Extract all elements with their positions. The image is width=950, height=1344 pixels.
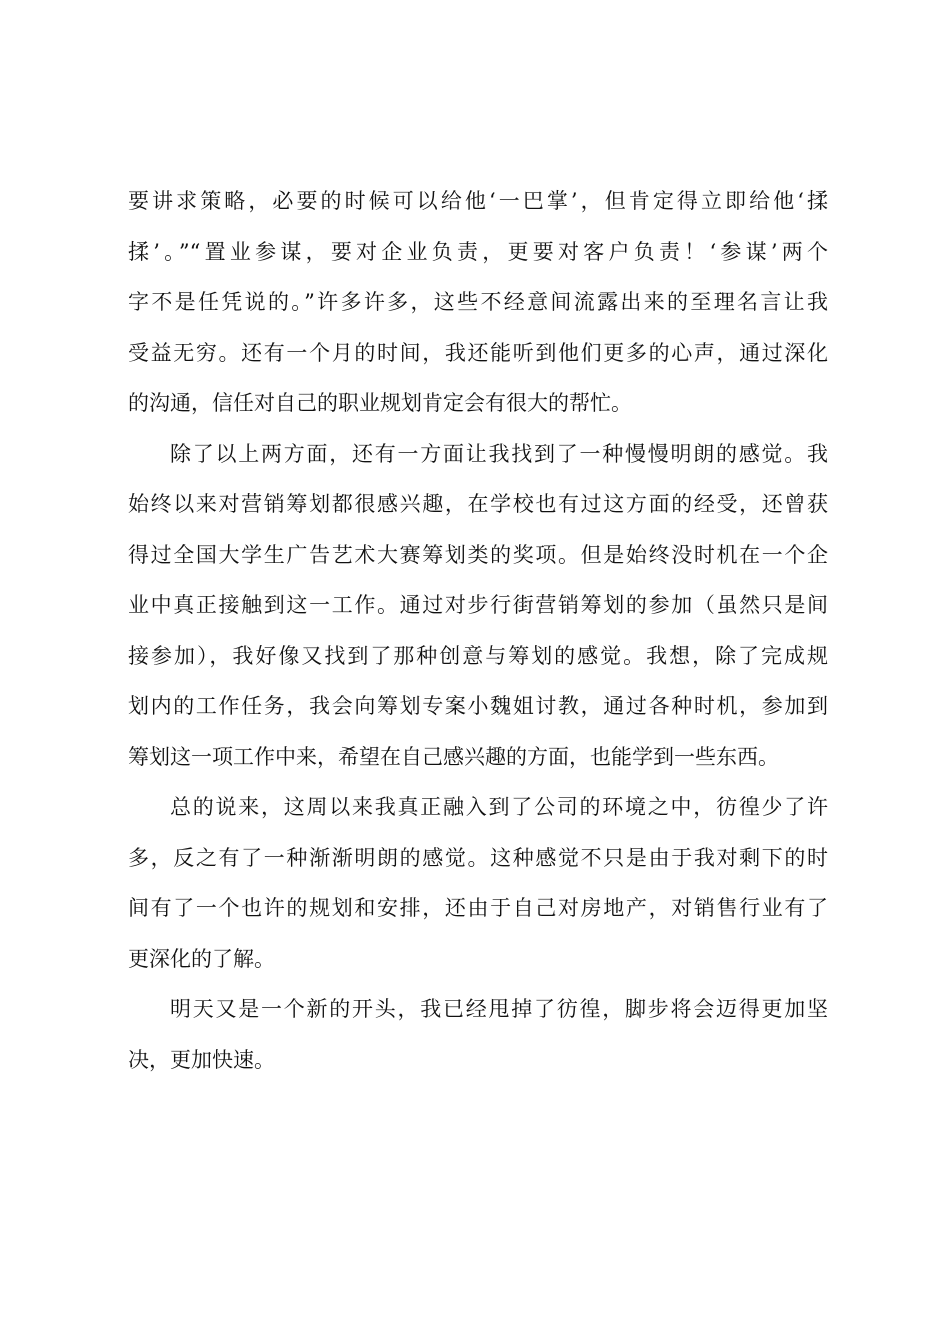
- text-line: 总的说来，这周以来我真正融入到了公司的环境之中，彷徨少了许: [170, 795, 828, 819]
- text-line: 业中真正接触到这一工作。通过对步行街营销筹划的参加（虽然只是间: [128, 593, 828, 617]
- paragraph-3: [128, 782, 828, 984]
- text-line: 划内的工作任务，我会向筹划专案小魏姐讨教，通过各种时机，参加到: [128, 694, 828, 718]
- text-line: 的沟通，信任对自己的职业规划肯定会有很大的帮忙。: [128, 391, 632, 415]
- text-line: 多，反之有了一种渐渐明朗的感觉。这种感觉不只是由于我对剩下的时: [128, 845, 828, 870]
- text-line: 要讲求策略，必要的时候可以给他‘一巴掌’，但肯定得立即给他‘揉: [128, 189, 828, 213]
- text-line: 决，更加快速。: [128, 1047, 275, 1072]
- text-line: 得过全国大学生广告艺术大赛筹划类的奖项。但是始终没时机在一个企: [128, 542, 828, 567]
- text-line: 揉’。”“置业参谋，要对企业负责，更要对客户负责！‘参谋’两个: [128, 239, 828, 264]
- paragraph-2: [128, 429, 828, 783]
- paragraph-1: [128, 176, 828, 429]
- paragraph-4: [128, 984, 828, 1085]
- text-line: 筹划这一项工作中来，希望在自己感兴趣的方面，也能学到一些东西。: [128, 744, 779, 769]
- text-line: 除了以上两方面，还有一方面让我找到了一种慢慢明朗的感觉。我: [170, 441, 828, 466]
- document-body: [128, 176, 828, 1085]
- text-line: 受益无穷。还有一个月的时间，我还能听到他们更多的心声，通过深化: [128, 340, 828, 365]
- text-line: 接参加），我好像又找到了那种创意与筹划的感觉。我想，除了完成规: [128, 643, 828, 668]
- text-line: 间有了一个也许的规划和安排，还由于自己对房地产，对销售行业有了: [128, 896, 828, 920]
- text-line: 始终以来对营销筹划都很感兴趣，在学校也有过这方面的经受，还曾获: [128, 492, 828, 516]
- text-line: 更深化的了解。: [128, 946, 275, 971]
- text-line: 明天又是一个新的开头，我已经甩掉了彷徨，脚步将会迈得更加坚: [170, 997, 828, 1021]
- text-line: 字不是任凭说的。”许多许多，这些不经意间流露出来的至理名言让我: [128, 290, 828, 314]
